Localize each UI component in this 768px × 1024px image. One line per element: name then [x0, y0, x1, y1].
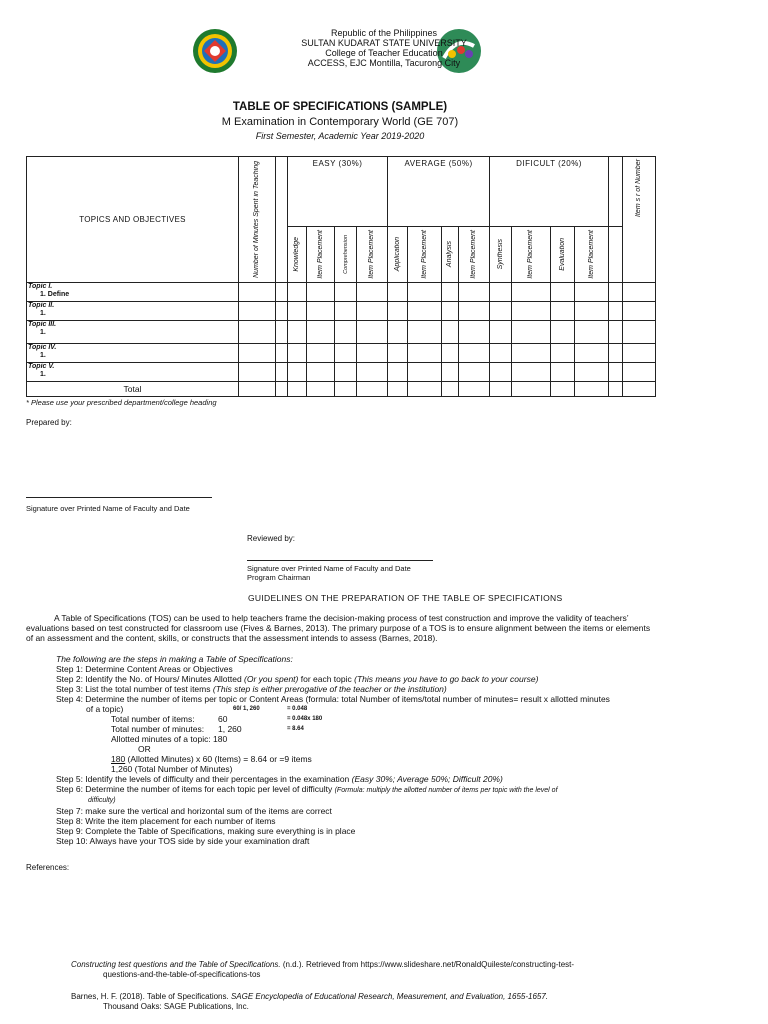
col-analysis: Analysis [442, 227, 459, 283]
step-6: Step 6: Determine the number of items for each topic per level of difficulty (Formula: multiply the allotted number of items per topic with the level of [56, 784, 558, 794]
col-application: Application [388, 227, 408, 283]
objective-label: 1. Define [40, 291, 70, 298]
steps-intro: The following are the steps in making a Table of Specifications: [56, 654, 293, 664]
reviewer-signature-block [247, 564, 411, 582]
topic-label: Topic V. [28, 363, 55, 370]
table-row [27, 363, 656, 382]
topic-label: Topic IV. [28, 344, 57, 351]
items-header: Item s r of Number [623, 157, 656, 283]
col-item-placement: Item Placement [575, 227, 609, 283]
alt-formula-denominator: 1,260 (Total Number of Minutes) [111, 764, 233, 774]
objective-label: 1. [40, 329, 46, 336]
easy-header: EASY (30%) [288, 157, 388, 227]
signature-line [247, 560, 433, 561]
semester-line: First Semester, Academic Year 2019-2020 [255, 131, 425, 141]
col-item-placement: Item Placement [459, 227, 490, 283]
alt-formula: 180 (Allotted Minutes) x 60 (Items) = 8.64 or =9 items [111, 754, 312, 764]
signature-caption: Signature over Printed Name of Faculty and Date [26, 504, 190, 513]
col-comprehension: Comprehension [335, 227, 357, 283]
prepared-by-label: Prepared by: [26, 418, 72, 427]
steps-list [56, 664, 656, 846]
signature-caption: Signature over Printed Name of Faculty and Date [247, 564, 411, 573]
objective-label: 1. [40, 310, 46, 317]
col-item-placement: Item Placement [307, 227, 335, 283]
col-item-placement: Item Placement [408, 227, 442, 283]
specifications-table [26, 156, 656, 397]
header-line-3: College of Teacher Education [325, 48, 443, 58]
step-4: Step 4: Determine the number of items per topic or Content Areas (formula: total Number of items/total number of minutes= result x allotted minutes [56, 694, 610, 704]
reference-2: Barnes, H. F. (2018). Table of Specifications. SAGE Encyclopedia of Educational Research, Measurement, and Evaluation, 1655-1657. Thousand Oaks: SAGE Publications, Inc. [71, 992, 549, 1011]
minutes-header: Number of Minutes Spent in Teaching [239, 157, 276, 283]
calc-row: Allotted minutes of a topic: 180 [111, 734, 228, 744]
topic-label: Topic III. [28, 321, 57, 328]
table-row [27, 344, 656, 363]
step-7: Step 7: make sure the vertical and horizontal sum of the items are correct [56, 806, 332, 816]
spacer-cell [609, 227, 623, 283]
step-6-cont: difficulty) [88, 797, 116, 804]
topic-label: Topic I. [28, 283, 53, 290]
step-4-cont: of a topic) 60/ 1, 260 = 0.048 [86, 704, 308, 714]
step-1: Step 1: Determine Content Areas or Objectives [56, 664, 233, 674]
total-label: Total [27, 382, 239, 397]
heading-note: * Please use your prescribed department/college heading [26, 398, 217, 407]
institution-header [0, 28, 768, 68]
table-row [27, 302, 656, 321]
reference-1: Constructing test questions and the Table of Specifications. (n.d.). Retrieved from https://www.slideshare.net/RonaldQuileste/constructing-test- questions-and-the-table-of-specifications-tos [71, 960, 575, 979]
step-9: Step 9: Complete the Table of Specifications, making sure everything is in place [56, 826, 356, 836]
calc-row: Total number of minutes: 1, 260 = 8.64 [111, 724, 304, 734]
objective-label: 1. [40, 352, 46, 359]
col-synthesis: Synthesis [490, 227, 512, 283]
references-label: References: [26, 863, 70, 872]
topic-label: Topic II. [28, 302, 55, 309]
intro-paragraph: A Table of Specifications (TOS) can be used to help teachers frame the decision-making process of test construction and improve the validity of teachers’ evaluations based on test constructed for classroom use (Fives & Barnes, 2013). The primary purpose of a TOS is to ensure alignment between the items or elements of an assessment and the content, skills, or constructs that the assessment intends to assess (Barnes, 2018). [26, 613, 651, 643]
step-3: Step 3: List the total number of test items (This step is either prerogative of the teacher or the institution) [56, 684, 447, 694]
guidelines-title: GUIDELINES ON THE PREPARATION OF THE TABLE OF SPECIFICATIONS [248, 593, 563, 603]
topics-header: TOPICS AND OBJECTIVES [27, 157, 239, 283]
total-row [27, 382, 656, 397]
signature-line [26, 497, 212, 498]
step-10: Step 10: Always have your TOS side by side your examination draft [56, 836, 310, 846]
table-row [27, 321, 656, 344]
col-item-placement: Item Placement [357, 227, 388, 283]
average-header: AVERAGE (50%) [388, 157, 490, 227]
header-line-4: ACCESS, EJC Montilla, Tacurong City [307, 58, 461, 68]
or-label: OR [138, 744, 151, 754]
step-2: Step 2: Identify the No. of Hours/ Minutes Allotted (Or you spent) for each topic (This means you have to go back to your course) [56, 674, 539, 684]
header-line-2: SULTAN KUDARAT STATE UNIVERSITY [301, 38, 467, 48]
col-knowledge: Knowledge [288, 227, 307, 283]
col-item-placement: Item Placement [512, 227, 551, 283]
header-line-1: Republic of the Philippines [330, 28, 438, 38]
calc-row: Total number of items: 60 = 0.048x 180 [111, 714, 323, 724]
table-row [27, 283, 656, 302]
step-8: Step 8: Write the item placement for each number of items [56, 816, 276, 826]
objective-label: 1. [40, 371, 46, 378]
document-subtitle: M Examination in Contemporary World (GE 707) [221, 116, 459, 128]
document-title: TABLE OF SPECIFICATIONS (SAMPLE) [232, 101, 448, 113]
reviewed-by-label: Reviewed by: [247, 534, 296, 543]
spacer-cell [276, 157, 288, 283]
spacer-cell [609, 157, 623, 227]
difficult-header: DIFICULT (20%) [490, 157, 609, 227]
col-evaluation: Evaluation [551, 227, 575, 283]
program-chairman-label: Program Chairman [247, 573, 311, 582]
step-5: Step 5: Identify the levels of difficulty and their percentages in the examination (Easy 30%; Average 50%; Difficult 20%) [56, 774, 503, 784]
